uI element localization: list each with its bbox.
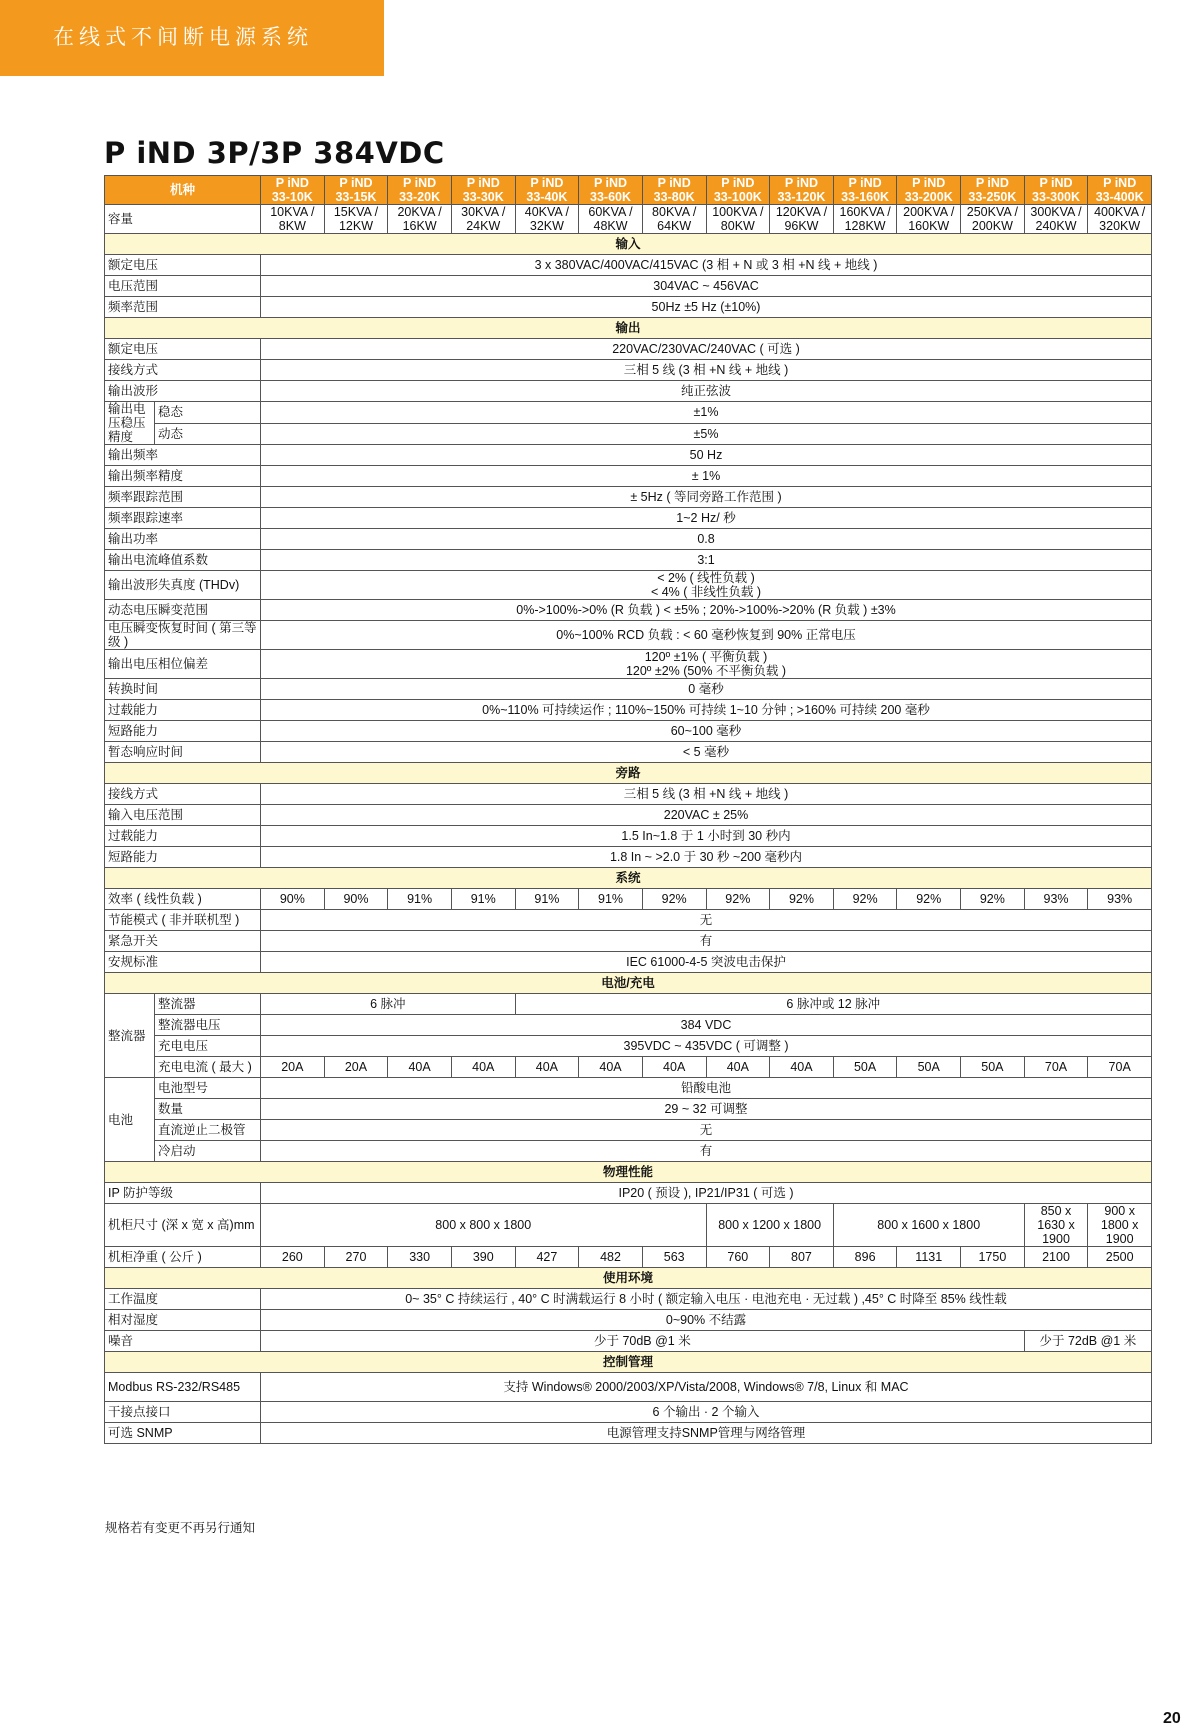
spec-row <box>105 742 1152 763</box>
section-title: 旁路 <box>105 763 1152 784</box>
section-title: 输入 <box>105 234 1152 255</box>
value-cell: 482 <box>579 1247 643 1268</box>
value-cell: 850 x 1630 x 1900 <box>1024 1204 1088 1247</box>
spec-row <box>105 805 1152 826</box>
value-cell: 6 脉冲 <box>261 994 516 1015</box>
value-cell: 少于 70dB @1 米 <box>261 1331 1025 1352</box>
model-name: P iND 33-300K <box>1024 176 1088 205</box>
value-cell: IEC 61000-4-5 突波电击保护 <box>261 952 1152 973</box>
value-cell: 91% <box>579 889 643 910</box>
spec-row <box>105 1423 1152 1444</box>
spec-row <box>105 1331 1152 1352</box>
spec-row <box>105 1078 1152 1099</box>
value-cell: 800 x 1600 x 1800 <box>833 1204 1024 1247</box>
spec-row <box>105 952 1152 973</box>
row-label: IP 防护等级 <box>105 1183 261 1204</box>
spec-row <box>105 1036 1152 1057</box>
value-cell: 91% <box>515 889 579 910</box>
value-cell: 有 <box>261 931 1152 952</box>
row-label: 工作温度 <box>105 1289 261 1310</box>
model-name: P iND 33-400K <box>1088 176 1152 205</box>
capacity-value: 400KVA / 320KW <box>1088 205 1152 234</box>
row-label: 输出电压相位偏差 <box>105 650 261 679</box>
row-label: 可选 SNMP <box>105 1423 261 1444</box>
row-label: 动态电压瞬变范围 <box>105 600 261 621</box>
value-cell: 50A <box>833 1057 897 1078</box>
value-cell: 支持 Windows® 2000/2003/XP/Vista/2008, Windows® 7/8, Linux 和 MAC <box>261 1373 1152 1402</box>
section-header-row <box>105 868 1152 889</box>
group-label: 电池 <box>105 1078 155 1162</box>
group-label: 输出电压稳压精度 <box>105 402 155 445</box>
value-cell: 896 <box>833 1247 897 1268</box>
capacity-value: 15KVA / 12KW <box>324 205 388 234</box>
value-cell: 0~90% 不结露 <box>261 1310 1152 1331</box>
row-label: 接线方式 <box>105 784 261 805</box>
value-cell: 395VDC ~ 435VDC ( 可调整 ) <box>261 1036 1152 1057</box>
spec-row <box>105 381 1152 402</box>
capacity-value: 100KVA / 80KW <box>706 205 770 234</box>
value-cell: 1.8 In ~ >2.0 于 30 秒 ~200 毫秒内 <box>261 847 1152 868</box>
value-cell: 807 <box>770 1247 834 1268</box>
value-cell: 220VAC ± 25% <box>261 805 1152 826</box>
value-cell: 6 个输出 · 2 个输入 <box>261 1402 1152 1423</box>
spec-row <box>105 994 1152 1015</box>
spec-row <box>105 487 1152 508</box>
spec-row <box>105 1310 1152 1331</box>
row-label: 接线方式 <box>105 360 261 381</box>
value-cell: 50A <box>897 1057 961 1078</box>
value-cell: 92% <box>770 889 834 910</box>
value-cell: 0%->100%->0% (R 负载 ) < ±5% ; 20%->100%->20% (R 负载 ) ±3% <box>261 600 1152 621</box>
capacity-row <box>105 205 1152 234</box>
value-cell: 760 <box>706 1247 770 1268</box>
sub-label: 数量 <box>155 1099 261 1120</box>
section-header-row <box>105 1268 1152 1289</box>
row-label: 输出频率精度 <box>105 466 261 487</box>
spec-table <box>104 175 1152 1444</box>
row-label: 暂态响应时间 <box>105 742 261 763</box>
spec-row <box>105 1057 1152 1078</box>
spec-row <box>105 360 1152 381</box>
spec-row <box>105 297 1152 318</box>
row-label: 输出波形失真度 (THDv) <box>105 571 261 600</box>
value-cell: 220VAC/230VAC/240VAC ( 可选 ) <box>261 339 1152 360</box>
capacity-value: 160KVA / 128KW <box>833 205 897 234</box>
row-label: 电压瞬变恢复时间 ( 第三等级 ) <box>105 621 261 650</box>
spec-row <box>105 339 1152 360</box>
value-cell: 390 <box>451 1247 515 1268</box>
value-cell: ± 5Hz ( 等同旁路工作范围 ) <box>261 487 1152 508</box>
value-cell: 纯正弦波 <box>261 381 1152 402</box>
spec-row <box>105 550 1152 571</box>
value-cell: 93% <box>1088 889 1152 910</box>
row-label: 输入电压范围 <box>105 805 261 826</box>
value-cell: 40A <box>770 1057 834 1078</box>
section-banner: 在线式不间断电源系统 <box>0 0 384 76</box>
row-label: 电压范围 <box>105 276 261 297</box>
value-cell: 800 x 800 x 1800 <box>261 1204 706 1247</box>
value-cell: 1750 <box>961 1247 1025 1268</box>
model-name: P iND 33-120K <box>770 176 834 205</box>
spec-row <box>105 276 1152 297</box>
value-cell: 427 <box>515 1247 579 1268</box>
row-label: Modbus RS-232/RS485 <box>105 1373 261 1402</box>
row-label: 输出频率 <box>105 445 261 466</box>
value-cell: 90% <box>261 889 325 910</box>
capacity-value: 250KVA / 200KW <box>961 205 1025 234</box>
row-label: 过载能力 <box>105 700 261 721</box>
capacity-value: 60KVA / 48KW <box>579 205 643 234</box>
row-label: 机柜净重 ( 公斤 ) <box>105 1247 261 1268</box>
sub-label: 动态 <box>155 423 261 445</box>
row-label: 短路能力 <box>105 721 261 742</box>
section-header-row <box>105 1352 1152 1373</box>
value-cell: 40A <box>579 1057 643 1078</box>
capacity-value: 30KVA / 24KW <box>451 205 515 234</box>
spec-row <box>105 910 1152 931</box>
spec-row <box>105 1120 1152 1141</box>
value-cell: 0~ 35° C 持续运行 , 40° C 时满载运行 8 小时 ( 额定输入电压 · 电池充电 · 无过载 ) ,45° C 时降至 85% 线性载 <box>261 1289 1152 1310</box>
value-cell: 120º ±1% ( 平衡负载 ) 120º ±2% (50% 不平衡负载 ) <box>261 650 1152 679</box>
value-cell: 1.5 In~1.8 于 1 小时到 30 秒内 <box>261 826 1152 847</box>
value-cell: 三相 5 线 (3 相 +N 线 + 地线 ) <box>261 360 1152 381</box>
model-name: P iND 33-20K <box>388 176 452 205</box>
value-cell: 563 <box>642 1247 706 1268</box>
spec-row <box>105 847 1152 868</box>
model-header-row <box>105 176 1152 205</box>
spec-row <box>105 889 1152 910</box>
spec-row <box>105 721 1152 742</box>
value-cell: 50 Hz <box>261 445 1152 466</box>
spec-row <box>105 826 1152 847</box>
row-label: 频率跟踪范围 <box>105 487 261 508</box>
row-label: 噪音 <box>105 1331 261 1352</box>
spec-row <box>105 423 1152 445</box>
model-name: P iND 33-160K <box>833 176 897 205</box>
value-cell: 1131 <box>897 1247 961 1268</box>
value-cell: 40A <box>388 1057 452 1078</box>
section-title: 系统 <box>105 868 1152 889</box>
section-header-row <box>105 763 1152 784</box>
value-cell: 40A <box>642 1057 706 1078</box>
value-cell: < 2% ( 线性负载 ) < 4% ( 非线性负载 ) <box>261 571 1152 600</box>
value-cell: 无 <box>261 910 1152 931</box>
spec-row <box>105 1015 1152 1036</box>
sub-label: 直流逆止二极管 <box>155 1120 261 1141</box>
sub-label: 充电电压 <box>155 1036 261 1057</box>
spec-row <box>105 679 1152 700</box>
section-title: 输出 <box>105 318 1152 339</box>
value-cell: 有 <box>261 1141 1152 1162</box>
spec-row <box>105 466 1152 487</box>
row-label: 节能模式 ( 非并联机型 ) <box>105 910 261 931</box>
footnote: 规格若有变更不再另行通知 <box>105 1521 256 1535</box>
row-label: 安规标准 <box>105 952 261 973</box>
value-cell: ±5% <box>261 423 1152 445</box>
value-cell: 92% <box>897 889 961 910</box>
spec-row <box>105 600 1152 621</box>
model-name: P iND 33-80K <box>642 176 706 205</box>
value-cell: 3:1 <box>261 550 1152 571</box>
capacity-value: 40KVA / 32KW <box>515 205 579 234</box>
model-name: P iND 33-40K <box>515 176 579 205</box>
page-number: 20 <box>1163 1710 1181 1727</box>
value-cell: 1~2 Hz/ 秒 <box>261 508 1152 529</box>
value-cell: 铅酸电池 <box>261 1078 1152 1099</box>
value-cell: 6 脉冲或 12 脉冲 <box>515 994 1151 1015</box>
model-name: P iND 33-250K <box>961 176 1025 205</box>
value-cell: 270 <box>324 1247 388 1268</box>
value-cell: 92% <box>706 889 770 910</box>
value-cell: 91% <box>388 889 452 910</box>
spec-row <box>105 650 1152 679</box>
model-name: P iND 33-10K <box>261 176 325 205</box>
capacity-value: 200KVA / 160KW <box>897 205 961 234</box>
value-cell: 92% <box>642 889 706 910</box>
value-cell: 92% <box>833 889 897 910</box>
row-label: 输出波形 <box>105 381 261 402</box>
row-label: 紧急开关 <box>105 931 261 952</box>
row-label: 额定电压 <box>105 255 261 276</box>
sub-label: 充电电流 ( 最大 ) <box>155 1057 261 1078</box>
row-label: 机柜尺寸 (深 x 宽 x 高)mm <box>105 1204 261 1247</box>
value-cell: 0%~110% 可持续运作 ; 110%~150% 可持续 1~10 分钟 ; >160% 可持续 200 毫秒 <box>261 700 1152 721</box>
value-cell: IP20 ( 预设 ), IP21/IP31 ( 可选 ) <box>261 1183 1152 1204</box>
model-header-label: 机种 <box>105 176 261 205</box>
sub-label: 冷启动 <box>155 1141 261 1162</box>
spec-row <box>105 1183 1152 1204</box>
value-cell: 800 x 1200 x 1800 <box>706 1204 833 1247</box>
spec-row <box>105 508 1152 529</box>
sub-label: 电池型号 <box>155 1078 261 1099</box>
capacity-value: 300KVA / 240KW <box>1024 205 1088 234</box>
model-name: P iND 33-30K <box>451 176 515 205</box>
spec-row <box>105 255 1152 276</box>
capacity-value: 10KVA / 8KW <box>261 205 325 234</box>
value-cell: 91% <box>451 889 515 910</box>
spec-row <box>105 1373 1152 1402</box>
row-label: 过载能力 <box>105 826 261 847</box>
spec-row <box>105 402 1152 424</box>
section-title: 使用环境 <box>105 1268 1152 1289</box>
spec-row <box>105 621 1152 650</box>
value-cell: 0.8 <box>261 529 1152 550</box>
value-cell: 900 x 1800 x 1900 <box>1088 1204 1152 1247</box>
value-cell: 92% <box>961 889 1025 910</box>
value-cell: 20A <box>261 1057 325 1078</box>
model-name: P iND 33-100K <box>706 176 770 205</box>
sub-label: 稳态 <box>155 402 261 424</box>
capacity-value: 80KVA / 64KW <box>642 205 706 234</box>
section-title: 电池/充电 <box>105 973 1152 994</box>
value-cell: 2500 <box>1088 1247 1152 1268</box>
value-cell: 三相 5 线 (3 相 +N 线 + 地线 ) <box>261 784 1152 805</box>
value-cell: 0%~100% RCD 负载 : < 60 毫秒恢复到 90% 正常电压 <box>261 621 1152 650</box>
value-cell: < 5 毫秒 <box>261 742 1152 763</box>
value-cell: 50A <box>961 1057 1025 1078</box>
capacity-value: 120KVA / 96KW <box>770 205 834 234</box>
row-label: 输出电流峰值系数 <box>105 550 261 571</box>
spec-row <box>105 1204 1152 1247</box>
model-name: P iND 33-200K <box>897 176 961 205</box>
section-header-row <box>105 973 1152 994</box>
row-label: 相对湿度 <box>105 1310 261 1331</box>
value-cell: 40A <box>515 1057 579 1078</box>
group-label: 整流器 <box>105 994 155 1078</box>
page-title: P iND 3P/3P 384VDC <box>104 136 445 170</box>
spec-row <box>105 1289 1152 1310</box>
spec-row <box>105 700 1152 721</box>
value-cell: 304VAC ~ 456VAC <box>261 276 1152 297</box>
value-cell: 50Hz ±5 Hz (±10%) <box>261 297 1152 318</box>
value-cell: 20A <box>324 1057 388 1078</box>
section-header-row <box>105 1162 1152 1183</box>
value-cell: 29 ~ 32 可调整 <box>261 1099 1152 1120</box>
value-cell: 无 <box>261 1120 1152 1141</box>
value-cell: 2100 <box>1024 1247 1088 1268</box>
value-cell: 330 <box>388 1247 452 1268</box>
row-label: 频率跟踪速率 <box>105 508 261 529</box>
value-cell: 70A <box>1024 1057 1088 1078</box>
model-name: P iND 33-15K <box>324 176 388 205</box>
spec-row <box>105 571 1152 600</box>
row-label: 额定电压 <box>105 339 261 360</box>
value-cell: 70A <box>1088 1057 1152 1078</box>
section-header-row <box>105 318 1152 339</box>
row-label: 频率范围 <box>105 297 261 318</box>
value-cell: ±1% <box>261 402 1152 424</box>
capacity-value: 20KVA / 16KW <box>388 205 452 234</box>
value-cell: 40A <box>451 1057 515 1078</box>
value-cell: 90% <box>324 889 388 910</box>
spec-row <box>105 1402 1152 1423</box>
value-cell: 40A <box>706 1057 770 1078</box>
section-header-row <box>105 234 1152 255</box>
value-cell: 93% <box>1024 889 1088 910</box>
section-title: 物理性能 <box>105 1162 1152 1183</box>
row-label: 转换时间 <box>105 679 261 700</box>
row-label: 输出功率 <box>105 529 261 550</box>
spec-row <box>105 931 1152 952</box>
row-label: 容量 <box>105 205 261 234</box>
value-cell: 3 x 380VAC/400VAC/415VAC (3 相 + N 或 3 相 +N 线 + 地线 ) <box>261 255 1152 276</box>
spec-table-body <box>105 176 1152 1444</box>
row-label: 效率 ( 线性负载 ) <box>105 889 261 910</box>
spec-row <box>105 1247 1152 1268</box>
value-cell: 384 VDC <box>261 1015 1152 1036</box>
sub-label: 整流器电压 <box>155 1015 261 1036</box>
spec-row <box>105 445 1152 466</box>
value-cell: ± 1% <box>261 466 1152 487</box>
row-label: 短路能力 <box>105 847 261 868</box>
value-cell: 60~100 毫秒 <box>261 721 1152 742</box>
value-cell: 少于 72dB @1 米 <box>1024 1331 1151 1352</box>
value-cell: 电源管理支持SNMP管理与网络管理 <box>261 1423 1152 1444</box>
spec-row <box>105 784 1152 805</box>
spec-row <box>105 529 1152 550</box>
section-title: 控制管理 <box>105 1352 1152 1373</box>
model-name: P iND 33-60K <box>579 176 643 205</box>
spec-row <box>105 1099 1152 1120</box>
sub-label: 整流器 <box>155 994 261 1015</box>
value-cell: 260 <box>261 1247 325 1268</box>
row-label: 干接点接口 <box>105 1402 261 1423</box>
value-cell: 0 毫秒 <box>261 679 1152 700</box>
spec-row <box>105 1141 1152 1162</box>
